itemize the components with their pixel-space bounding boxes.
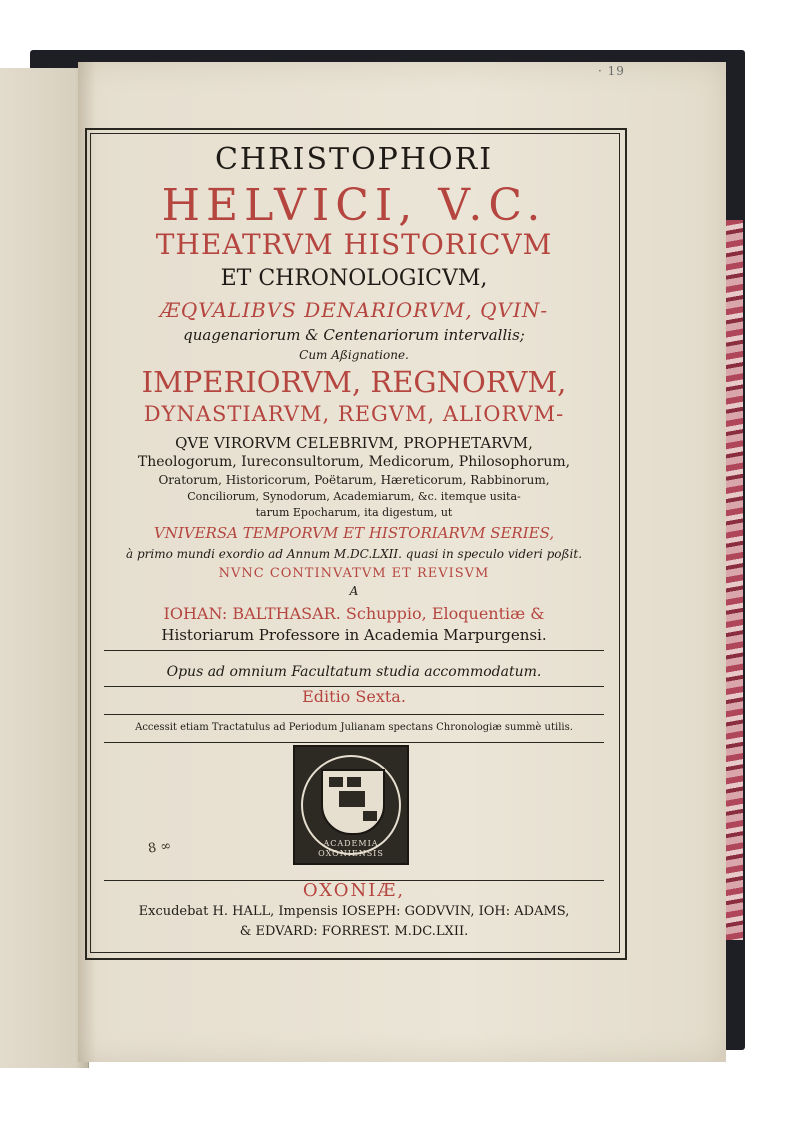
- title-line-9: Theologorum, Iureconsultorum, Medicorum, Philosophorum,: [137, 454, 571, 470]
- title-line-14: à primo mundi exordio ad Annum M.DC.LXII. quasi in speculo videri poßit.: [125, 547, 583, 561]
- title-line-7: DYNASTIARVM, REGVM, ALIORVM-: [143, 402, 565, 426]
- title-line-8: QVE VIRORVM CELEBRIVM, PROPHETARVM,: [175, 434, 533, 452]
- title-line-16: A: [349, 584, 359, 598]
- rule-3: [104, 714, 604, 715]
- author-line-1: CHRISTOPHORI: [214, 142, 494, 177]
- printers-device: [293, 745, 409, 865]
- imprint-line-1: Excudebat H. HALL, Impensis IOSEPH: GODVVIN, IOH: ADAMS,: [138, 904, 570, 919]
- accessit-line: Accessit etiam Tractatulus ad Periodum Julianam spectans Chronologiæ summè utilis.: [135, 722, 573, 733]
- rule-4: [104, 742, 604, 743]
- ink-marks: 8 ∞: [147, 838, 173, 857]
- title-line-5: Cum Aßignatione.: [299, 348, 409, 362]
- device-label-left: ACADEMIA: [323, 839, 379, 848]
- pencil-note: · 19: [598, 64, 625, 78]
- title-line-11: Conciliorum, Synodorum, Academiarum, &c. itemque usita-: [187, 490, 521, 503]
- left-page: [0, 68, 89, 1068]
- imprint-line-2: & EDVARD: FORREST. M.DC.LXII.: [239, 924, 469, 939]
- marbled-edge: [725, 220, 743, 940]
- editor-line-1: IOHAN: BALTHASAR. Schuppio, Eloquentiæ &: [163, 604, 545, 623]
- title-line-6: IMPERIORVM, REGNORVM,: [141, 365, 567, 399]
- opus-line: Opus ad omnium Facultatum studia accommodatum.: [166, 664, 542, 680]
- imprint-place: OXONIÆ,: [302, 880, 406, 901]
- title-line-4: quagenariorum & Centenariorum intervallis;: [183, 326, 525, 344]
- editor-line-2: Historiarum Professore in Academia Marpurgensi.: [161, 626, 547, 644]
- crown-icon: [347, 777, 361, 787]
- title-line-1: THEATRVM HISTORICVM: [155, 228, 553, 261]
- title-line-2: ET CHRONOLOGICVM,: [220, 266, 488, 291]
- device-label-right: OXONIENSIS: [318, 849, 384, 858]
- open-book-icon: [339, 791, 365, 807]
- crown-icon: [363, 811, 377, 821]
- author-line-2: HELVICI, V.C.: [161, 180, 547, 231]
- title-line-15: NVNC CONTINVATVM ET REVISVM: [218, 566, 490, 581]
- shield-icon: [321, 769, 385, 835]
- title-line-10: Oratorum, Historicorum, Poëtarum, Hæreticorum, Rabbinorum,: [158, 473, 550, 487]
- crown-icon: [329, 777, 343, 787]
- rule-1: [104, 650, 604, 651]
- title-line-3: ÆQVALIBVS DENARIORVM, QVIN-: [159, 298, 549, 322]
- title-line-12: tarum Epocharum, ita digestum, ut: [255, 506, 453, 519]
- edition-line: Editio Sexta.: [302, 687, 406, 706]
- title-line-13: VNIVERSA TEMPORVM ET HISTORIARVM SERIES,: [153, 524, 555, 542]
